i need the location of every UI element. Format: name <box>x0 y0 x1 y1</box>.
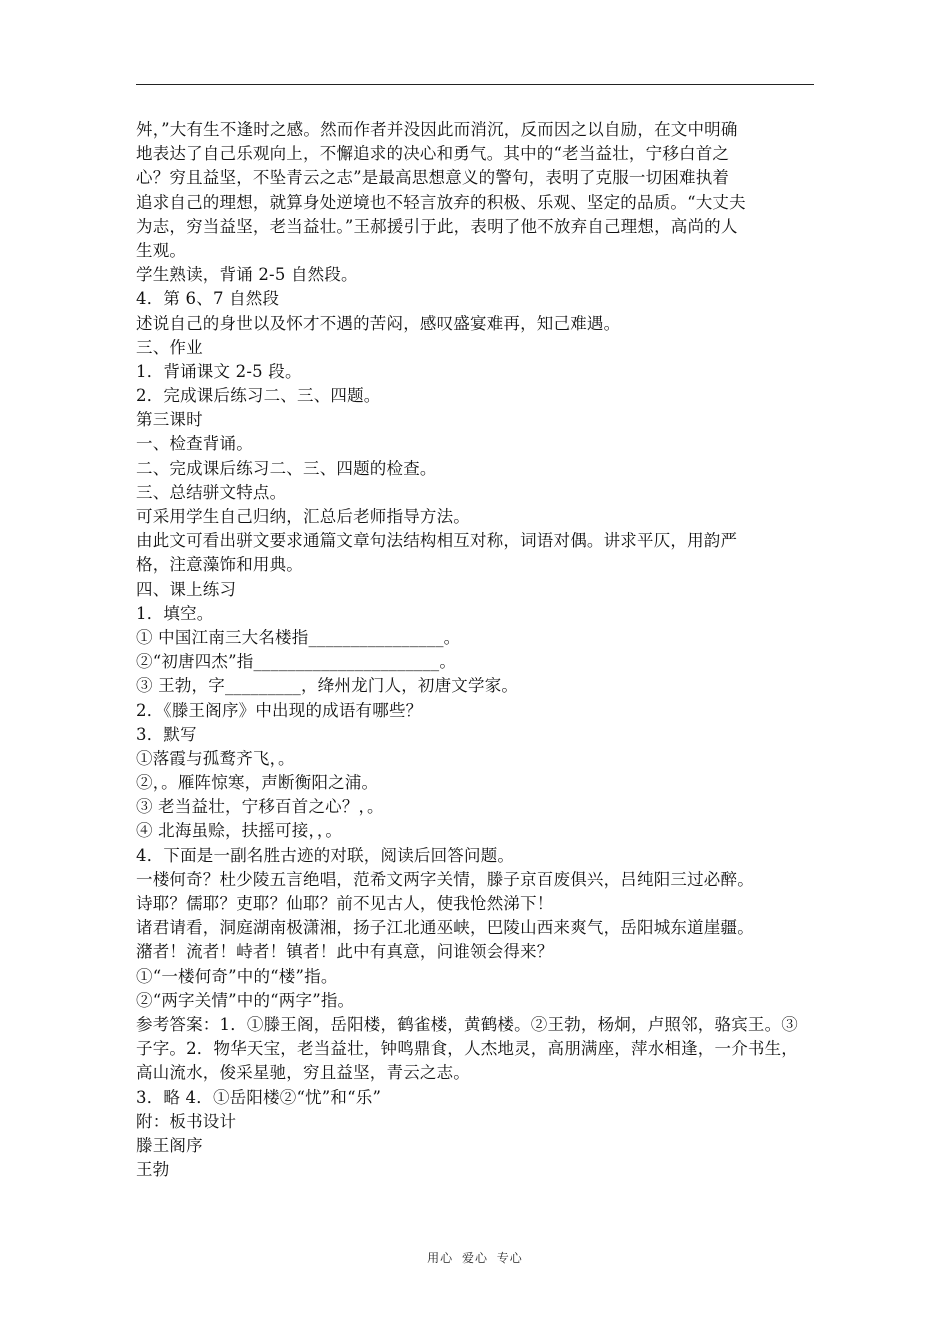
text-line: 4．第 6、7 自然段 <box>136 289 280 309</box>
text-line: 学生熟读，背诵 2-5 自然段。 <box>136 265 358 285</box>
text-line: ①“一楼何奇”中的“楼”指。 <box>136 966 338 986</box>
text-line: 由此文可看出骈文要求通篇文章句法结构相互对称，词语对偶。讲求平仄，用韵严 <box>136 531 738 551</box>
text-line: 舛，”大有生不逢时之感。然而作者并没因此而消沉，反而因之以自励，在文中明确 <box>136 120 738 139</box>
header-rule <box>136 84 814 85</box>
text-line: 诗耶？儒耶？吏耶？仙耶？前不见古人，使我怆然涕下！ <box>136 894 554 913</box>
text-line: ②“两字关情”中的“两字”指。 <box>136 990 355 1010</box>
text-line: ③ 王勃，字_________，绛州龙门人，初唐文学家。 <box>136 676 519 696</box>
text-line: 1．填空。 <box>136 603 214 623</box>
text-line: 三、作业 <box>136 337 203 357</box>
text-line: 为志，穷当益坚，老当益壮。”王郝援引于此，表明了他不放弃自己理想，高尚的人 <box>136 216 738 236</box>
text-line: 述说自己的身世以及怀才不遇的苦闷，感叹盛宴难再，知己难遇。 <box>136 313 621 333</box>
text-line: 高山流水，俊采星驰，穷且益坚，青云之志。 <box>136 1063 470 1083</box>
text-line: ④ 北海虽赊，扶摇可接，，。 <box>136 821 343 841</box>
text-line: 一楼何奇？杜少陵五言绝唱，范希文两字关情，滕子京百废俱兴，吕纯阳三过必醉。 <box>136 869 754 889</box>
text-line: 附：板书设计 <box>136 1111 237 1131</box>
text-line: 3．略 4．①岳阳楼②“忧”和“乐” <box>136 1087 382 1107</box>
text-line: 一、检查背诵。 <box>136 434 253 454</box>
text-line: 滕王阁序 <box>136 1135 203 1155</box>
text-line: ①落霞与孤鹜齐飞，。 <box>136 748 295 768</box>
text-line: ②“初唐四杰”指______________________。 <box>136 652 457 672</box>
text-line: 王勃 <box>136 1160 170 1180</box>
text-line: 2．完成课后练习二、三、四题。 <box>136 386 381 406</box>
text-line: ① 中国江南三大名楼指________________。 <box>136 627 461 647</box>
text-line: 可采用学生自己归纳，汇总后老师指导方法。 <box>136 507 470 526</box>
text-line: 3．默写 <box>136 724 197 744</box>
text-line: 生观。 <box>136 240 187 260</box>
text-line: 地表达了自己乐观向上，不懈追求的决心和勇气。其中的“老当益壮，宁移白首之 <box>136 144 730 164</box>
text-line: ②，。雁阵惊寒，声断衡阳之浦。 <box>136 773 379 793</box>
page-footer: 用心 爱心 专心 <box>427 1251 523 1265</box>
text-line: 参考答案：1．①滕王阁，岳阳楼，鹤雀楼，黄鹤楼。②王勃，杨炯，卢照邻，骆宾王。③ <box>136 1014 798 1034</box>
text-line: 四、课上练习 <box>136 579 237 599</box>
text-line: 2．《滕王阁序》中出现的成语有哪些？ <box>136 700 423 720</box>
text-line: 潴者！流者！峙者！镇者！此中有真意，问谁领会得来？ <box>136 942 554 962</box>
text-line: 追求自己的理想，就算身处逆境也不轻言放弃的积极、乐观、坚定的品质。“大丈夫 <box>136 192 746 212</box>
text-line: 4．下面是一副名胜古迹的对联，阅读后回答问题。 <box>136 845 515 865</box>
text-line: 子字。2．物华天宝，老当益壮，钟鸣鼎食，人杰地灵，高朋满座，萍水相逢，一介书生， <box>136 1039 798 1059</box>
text-line: 心？穷且益坚，不坠青云之志”是最高思想意义的警句，表明了克服一切困难执着 <box>136 168 730 188</box>
text-line: 第三课时 <box>136 410 203 430</box>
text-line: ③ 老当益壮，宁移百首之心？，。 <box>136 797 384 817</box>
text-line: 格，注意藻饰和用典。 <box>136 555 303 575</box>
text-line: 1．背诵课文 2-5 段。 <box>136 361 302 381</box>
text-line: 三、总结骈文特点。 <box>136 482 287 502</box>
text-line: 诸君请看，洞庭湖南极潇湘，扬子江北通巫峡，巴陵山西来爽气，岳阳城东道崖疆。 <box>136 918 754 938</box>
document-body <box>136 118 816 1182</box>
text-line: 二、完成课后练习二、三、四题的检查。 <box>136 458 437 478</box>
